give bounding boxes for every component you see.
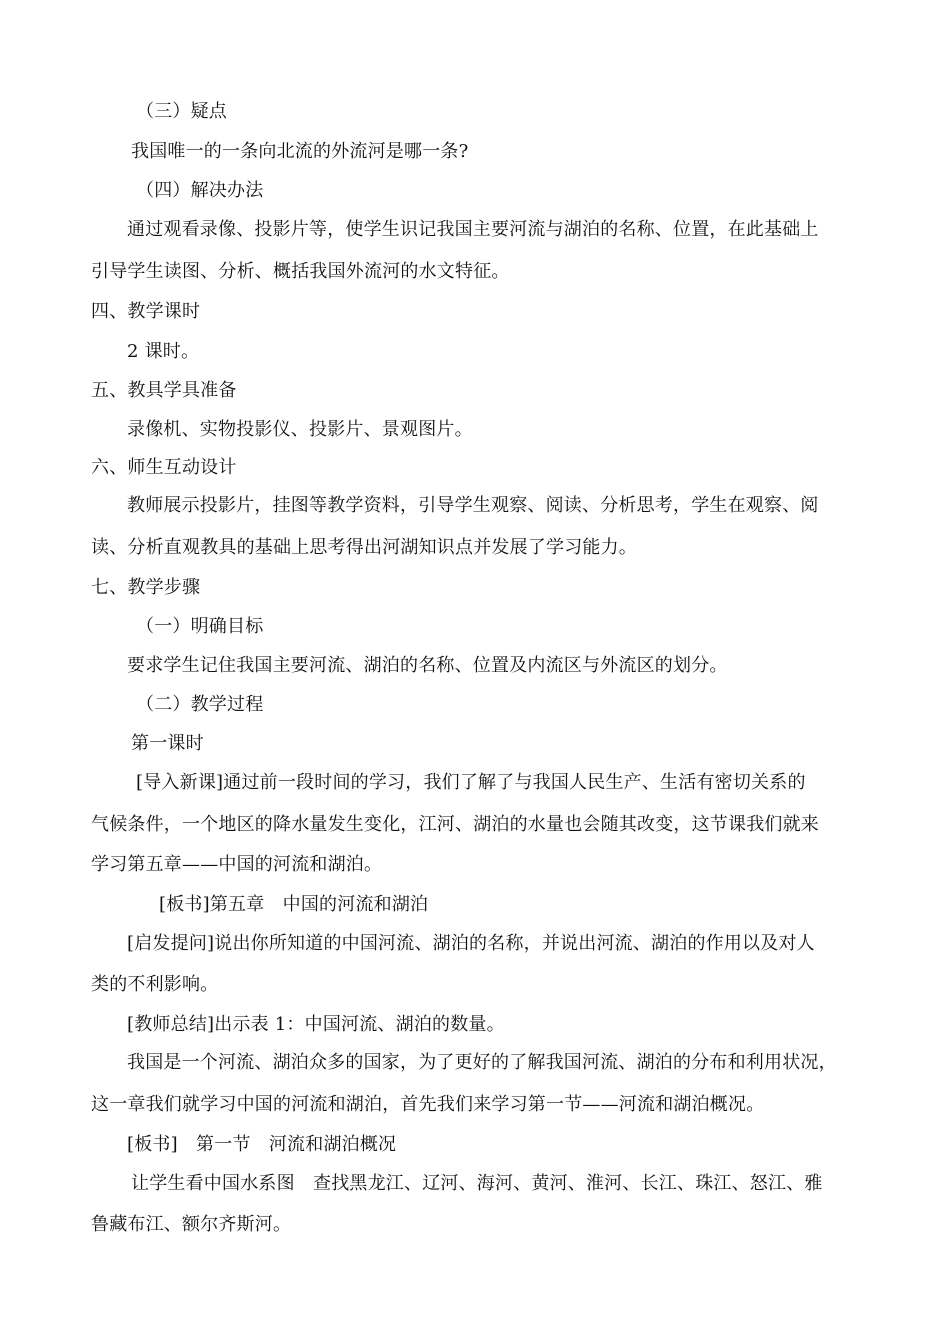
- section-heading-interaction: 六、师生互动设计: [91, 457, 237, 478]
- subheading-solution: （四）解决办法: [136, 180, 264, 201]
- paragraph-line: 鲁藏布江、额尔齐斯河。: [91, 1214, 292, 1235]
- section-heading-tools: 五、教具学具准备: [91, 380, 237, 401]
- paragraph-line: 气候条件，一个地区的降水量发生变化，江河、湖泊的水量也会随其改变，这节课我们就来: [91, 814, 819, 835]
- paragraph-line: [导入新课]通过前一段时间的学习，我们了解了与我国人民生产、生活有密切关系的: [136, 772, 806, 793]
- section-heading-steps: 七、教学步骤: [91, 577, 201, 598]
- paragraph-line: 要求学生记住我国主要河流、湖泊的名称、位置及内流区与外流区的划分。: [127, 655, 728, 676]
- paragraph-line: 教师展示投影片，挂图等教学资料，引导学生观察、阅读、分析思考，学生在观察、阅: [127, 495, 819, 516]
- paragraph-line: [启发提问]说出你所知道的中国河流、湖泊的名称，并说出河流、湖泊的作用以及对人: [127, 933, 815, 954]
- paragraph-line: 这一章我们就学习中国的河流和湖泊，首先我们来学习第一节——河流和湖泊概况。: [91, 1094, 765, 1115]
- paragraph-line: 录像机、实物投影仪、投影片、景观图片。: [127, 419, 473, 440]
- paragraph-line: 通过观看录像、投影片等，使学生识记我国主要河流与湖泊的名称、位置，在此基础上: [127, 219, 819, 240]
- subheading-doubt: （三）疑点: [136, 101, 227, 122]
- board-note-chapter: [板书]第五章 中国的河流和湖泊: [159, 894, 429, 915]
- paragraph-line: 类的不利影响。: [91, 974, 219, 995]
- subheading-process: （二）教学过程: [136, 694, 264, 715]
- section-heading-class-hours: 四、教学课时: [91, 301, 201, 322]
- subheading-objective: （一）明确目标: [136, 616, 264, 637]
- paragraph-line: 2 课时。: [127, 341, 200, 362]
- paragraph-line: 我国唯一的一条向北流的外流河是哪一条?: [131, 141, 469, 162]
- board-note-section: [板书] 第一节 河流和湖泊概况: [127, 1134, 397, 1155]
- subheading-first-lesson: 第一课时: [131, 733, 204, 754]
- paragraph-line: 我国是一个河流、湖泊众多的国家，为了更好的了解我国河流、湖泊的分布和利用状况，: [127, 1052, 837, 1073]
- paragraph-line: [教师总结]出示表 1：中国河流、湖泊的数量。: [127, 1014, 505, 1035]
- paragraph-line: 读、分析直观教具的基础上思考得出河湖知识点并发展了学习能力。: [91, 537, 637, 558]
- paragraph-line: 让学生看中国水系图 查找黑龙江、辽河、海河、黄河、淮河、长江、珠江、怒江、雅: [131, 1173, 823, 1194]
- paragraph-line: 引导学生读图、分析、概括我国外流河的水文特征。: [91, 261, 510, 282]
- paragraph-line: 学习第五章——中国的河流和湖泊。: [91, 854, 383, 875]
